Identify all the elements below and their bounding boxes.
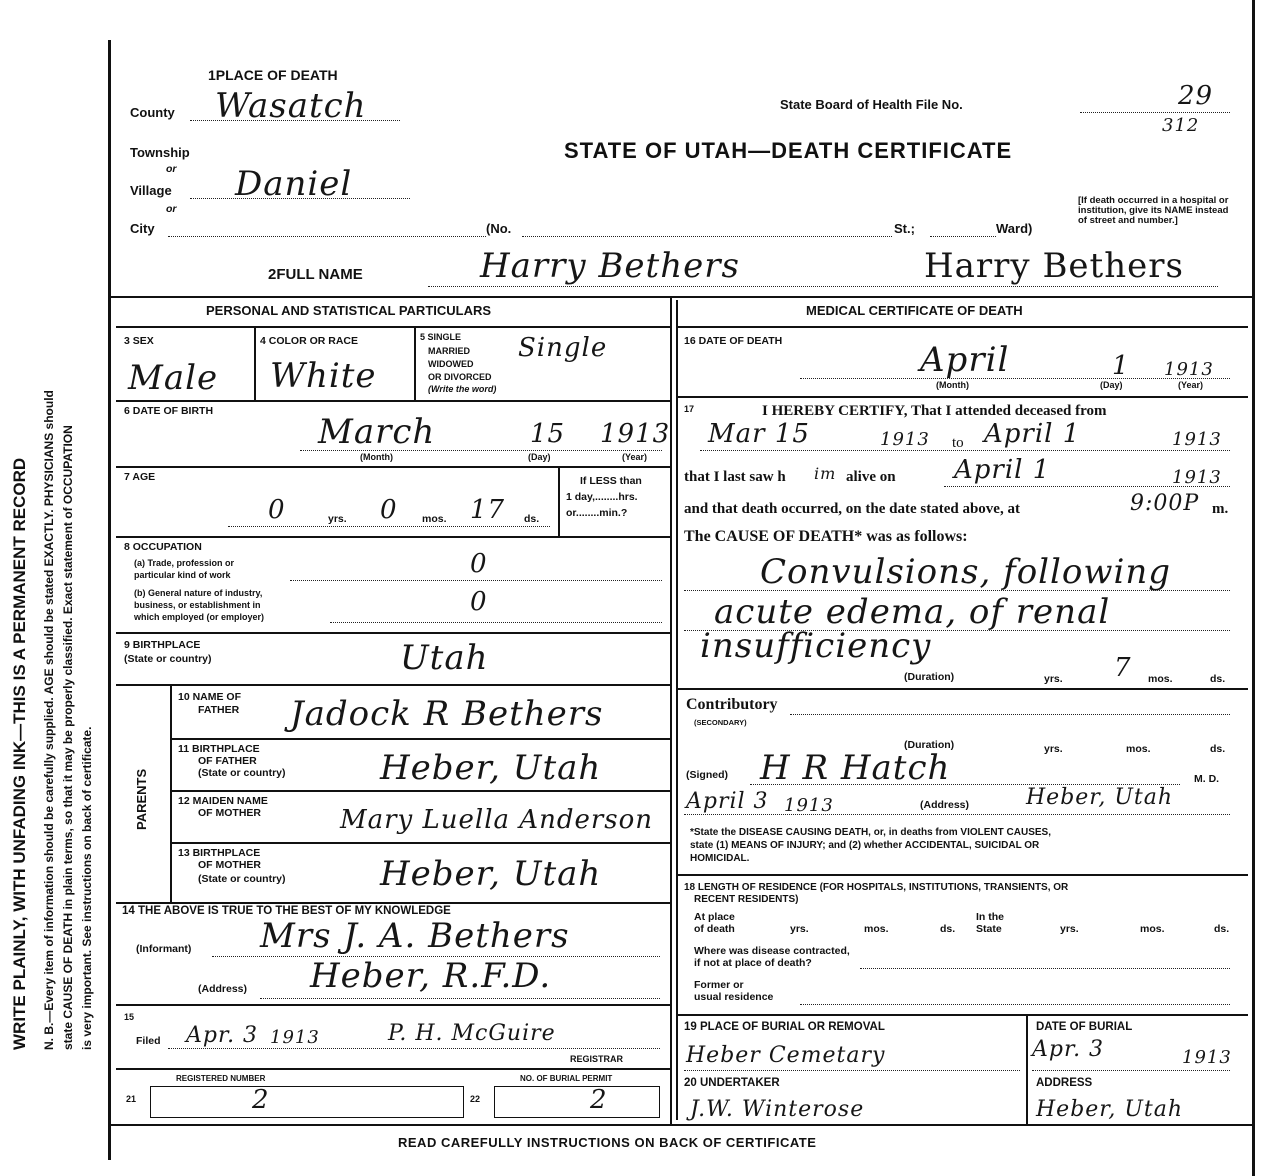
st-label: St.;: [894, 221, 915, 236]
former-2: usual residence: [694, 991, 774, 1003]
filed-year: 1913: [270, 1027, 320, 1048]
ward-label: Ward): [996, 221, 1033, 236]
to-label: to: [952, 435, 964, 451]
mother-value: Mary Luella Anderson: [340, 805, 654, 835]
read-instructions: READ CAREFULLY INSTRUCTIONS ON BACK OF CERTIFICATE: [398, 1135, 817, 1150]
fbp-value: Heber, Utah: [380, 748, 602, 788]
in-state-mos: mos.: [1140, 923, 1165, 935]
dob-label: 6 DATE OF BIRTH: [124, 405, 214, 417]
village-label: Village: [130, 183, 172, 198]
occ-a-2: particular kind of work: [134, 570, 231, 580]
burial-permit-value: 2: [590, 1085, 608, 1115]
color-label: 4 COLOR OR RACE: [260, 335, 359, 347]
medical-heading: MEDICAL CERTIFICATE OF DEATH: [806, 303, 1023, 318]
undertaker-label: 20 UNDERTAKER: [684, 1077, 780, 1089]
contrib-yrs: yrs.: [1044, 743, 1063, 755]
last-saw-text: that I last saw h: [684, 469, 786, 485]
in-state-2: State: [976, 923, 1002, 935]
county-value: Wasatch: [215, 86, 367, 126]
cause-label: The CAUSE OF DEATH* was as follows:: [684, 528, 968, 545]
to-date: April 1: [984, 419, 1081, 449]
mbp-label-1: 13 BIRTHPLACE: [178, 847, 261, 859]
occ-b-3: which employed (or employer): [134, 612, 265, 622]
filed-label: Filed: [136, 1035, 161, 1047]
burial-year: 1913: [1182, 1047, 1232, 1068]
dod-month-label: (Month): [936, 380, 969, 390]
signed-label: (Signed): [686, 769, 728, 781]
full-name-label: 2FULL NAME: [268, 266, 363, 283]
occ-b-value: 0: [470, 587, 488, 617]
left-border: [108, 40, 111, 1160]
place-of-death-label: 1PLACE OF DEATH: [208, 67, 338, 83]
marital-label-4: OR DIVORCED: [428, 372, 492, 382]
former-1: Former or: [694, 979, 744, 991]
age-label: 7 AGE: [124, 471, 156, 483]
last-date: April 1: [954, 455, 1051, 485]
sex-value: Male: [128, 358, 219, 398]
cause-line-1: Convulsions, following: [760, 552, 1172, 592]
at-place-yrs: yrs.: [790, 923, 809, 935]
from-year: 1913: [880, 429, 930, 450]
certificate-title: STATE OF UTAH—DEATH CERTIFICATE: [564, 138, 1013, 163]
cause-line-3: insufficiency: [700, 626, 932, 666]
dod-day: 1: [1112, 351, 1130, 381]
informant-label: (Informant): [136, 943, 192, 955]
undertaker-address-value: Heber, Utah: [1036, 1097, 1184, 1122]
occupation-label: 8 OCCUPATION: [124, 541, 202, 553]
county-label: County: [130, 105, 175, 120]
marital-label-3: WIDOWED: [428, 359, 474, 369]
fbp-label-1: 11 BIRTHPLACE: [178, 743, 260, 755]
dod-year-label: (Year): [1178, 380, 1204, 390]
signed-address-value: Heber, Utah: [1026, 785, 1174, 810]
burial-date-label: DATE OF BURIAL: [1036, 1021, 1133, 1033]
footnote-2: state (1) MEANS OF INJURY; and (2) whether ACCIDENTAL, SUICIDAL OR: [690, 840, 1040, 851]
file-no-label: State Board of Health File No.: [780, 97, 963, 112]
less-than-1: If LESS than: [580, 475, 642, 487]
duration-label: (Duration): [904, 671, 955, 683]
mother-label-2: OF MOTHER: [198, 807, 261, 819]
footnote-3: HOMICIDAL.: [690, 853, 750, 864]
at-place-2: of death: [694, 923, 735, 935]
duration-ds: ds.: [1210, 673, 1226, 685]
footnote-1: *State the DISEASE CAUSING DEATH, or, in deaths from VIOLENT CAUSES,: [690, 827, 1051, 838]
file-no-alt: 312: [1162, 115, 1200, 136]
father-label-2: FATHER: [198, 704, 240, 716]
contributory-label: Contributory: [686, 696, 778, 713]
at-place-mos: mos.: [864, 923, 889, 935]
signed-date: April 3: [686, 789, 769, 814]
village-value: Daniel: [235, 164, 353, 204]
father-label-1: 10 NAME OF: [178, 691, 242, 703]
township-label: Township: [130, 145, 190, 160]
dod-month: April: [920, 340, 1010, 380]
personal-heading: PERSONAL AND STATISTICAL PARTICULARS: [206, 303, 492, 318]
duration-mos: mos.: [1148, 673, 1173, 685]
age-days: 17: [470, 495, 506, 525]
margin-note-1: N. B.—Every item of information should be carefully supplied. AGE should be stated EXACTLY. PHYSICIANS should: [42, 390, 56, 1050]
contrib-ds: ds.: [1210, 743, 1226, 755]
in-state-1: In the: [976, 911, 1004, 923]
certify-text: I HEREBY CERTIFY, That I attended deceased from: [762, 403, 1107, 419]
mbp-value: Heber, Utah: [380, 854, 602, 894]
at-place-ds: ds.: [940, 923, 956, 935]
margin-note-2: state CAUSE OF DEATH in plain terms, so that it may be properly classified. Exact statement of OCCUPATION: [61, 425, 75, 1050]
occ-a-value: 0: [470, 549, 488, 579]
signed-address-label: (Address): [920, 799, 970, 811]
contrib-mos: mos.: [1126, 743, 1151, 755]
informant-address-value: Heber, R.F.D.: [310, 956, 552, 996]
margin-main-note: WRITE PLAINLY, WITH UNFADING INK—THIS IS A PERMANENT RECORD: [10, 457, 29, 1050]
duration-mos-value: 7: [1114, 653, 1132, 683]
where-contracted-2: if not at place of death?: [694, 957, 812, 969]
last-year: 1913: [1172, 467, 1222, 488]
informant-address-label: (Address): [198, 983, 248, 995]
birthplace-value: Utah: [400, 638, 489, 678]
dob-year-label: (Year): [622, 452, 648, 462]
filed-date: Apr. 3: [186, 1023, 259, 1048]
parents-label: PARENTS: [134, 768, 149, 830]
burial-place-value: Heber Cemetary: [686, 1043, 886, 1068]
less-than-2: 1 day,........hrs.: [566, 491, 638, 503]
cause-line-2: acute edema, of renal: [714, 592, 1111, 632]
occ-b-2: business, or establishment in: [134, 600, 261, 610]
file-no-value: 29: [1178, 81, 1214, 111]
burial-permit-label: NO. OF BURIAL PERMIT: [520, 1074, 613, 1083]
age-mos-label: mos.: [422, 513, 447, 525]
burial-idx: 22: [470, 1094, 481, 1104]
contrib-duration-label: (Duration): [904, 739, 955, 751]
age-months: 0: [380, 495, 398, 525]
mother-label-1: 12 MAIDEN NAME: [178, 795, 268, 807]
item-17: 17: [684, 404, 695, 414]
informant-value: Mrs J. A. Bethers: [260, 916, 570, 956]
from-date: Mar 15: [708, 419, 810, 449]
age-years: 0: [268, 495, 286, 525]
fbp-label-3: (State or country): [198, 767, 286, 779]
dod-year: 1913: [1164, 359, 1214, 380]
mbp-label-2: OF MOTHER: [198, 859, 261, 871]
duration-yrs: yrs.: [1044, 673, 1063, 685]
reg-idx: 21: [126, 1094, 137, 1104]
registrar-label: REGISTRAR: [570, 1054, 624, 1064]
registered-number-label: REGISTERED NUMBER: [176, 1074, 266, 1083]
residence-heading-1: 18 LENGTH OF RESIDENCE (FOR HOSPITALS, INSTITUTIONS, TRANSIENTS, OR: [684, 882, 1069, 893]
burial-place-label: 19 PLACE OF BURIAL OR REMOVAL: [684, 1021, 885, 1033]
last-saw-word: im: [814, 464, 837, 483]
death-occurred-text: and that death occurred, on the date stated above, at: [684, 501, 1020, 517]
fbp-label-2: OF FATHER: [198, 755, 257, 767]
full-name-value-2: Harry Bethers: [924, 246, 1184, 286]
age-ds-label: ds.: [524, 513, 540, 525]
or-2: or: [166, 203, 177, 215]
less-than-3: or........min.?: [566, 507, 628, 519]
filed-number: 15: [124, 1012, 135, 1022]
registrar-value: P. H. McGuire: [388, 1021, 556, 1046]
to-year: 1913: [1172, 429, 1222, 450]
dob-year: 1913: [600, 419, 671, 449]
occ-b-1: (b) General nature of industry,: [134, 588, 263, 598]
father-value: Jadock R Bethers: [290, 694, 604, 734]
dob-day: 15: [530, 419, 566, 449]
dob-month: March: [318, 412, 436, 452]
age-yrs-label: yrs.: [328, 513, 347, 525]
informant-heading: 14 THE ABOVE IS TRUE TO THE BEST OF MY KNOWLEDGE: [122, 905, 451, 917]
right-border: [1252, 0, 1255, 1176]
death-time: 9:00P: [1130, 491, 1200, 516]
in-state-ds: ds.: [1214, 923, 1230, 935]
column-divider: [670, 296, 672, 1126]
contributory-sub: (SECONDARY): [694, 718, 747, 727]
where-contracted-1: Where was disease contracted,: [694, 945, 850, 957]
city-label: City: [130, 221, 155, 236]
dob-month-label: (Month): [360, 452, 393, 462]
burial-date-value: Apr. 3: [1032, 1037, 1105, 1062]
full-name-value: Harry Bethers: [480, 246, 740, 286]
hospital-note: [If death occurred in a hospital or institution, give its NAME instead of street and number.]: [1078, 195, 1229, 226]
undertaker-address-label: ADDRESS: [1036, 1077, 1093, 1089]
signed-year: 1913: [784, 795, 834, 816]
dob-day-label: (Day): [528, 452, 551, 462]
in-state-yrs: yrs.: [1060, 923, 1079, 935]
marital-value: Single: [518, 333, 608, 363]
birthplace-sub: (State or country): [124, 653, 212, 665]
last-saw-text-2: alive on: [846, 469, 896, 485]
no-label: (No.: [486, 221, 512, 236]
dod-label: 16 DATE OF DEATH: [684, 335, 783, 347]
sex-label: 3 SEX: [124, 335, 154, 347]
at-place-1: At place: [694, 911, 735, 923]
margin-note-3: is very important. See instructions on back of certificate.: [80, 726, 94, 1050]
m-label: m.: [1212, 501, 1229, 517]
marital-label-5: (Write the word): [428, 384, 497, 394]
mbp-label-3: (State or country): [198, 873, 286, 885]
marital-label-1: 5 SINGLE: [420, 332, 462, 342]
or-1: or: [166, 163, 177, 175]
md-label: M. D.: [1194, 773, 1220, 785]
residence-heading-2: RECENT RESIDENTS): [694, 894, 799, 905]
undertaker-value: J.W. Winterose: [690, 1097, 865, 1122]
dod-day-label: (Day): [1100, 380, 1123, 390]
birthplace-label: 9 BIRTHPLACE: [124, 639, 201, 651]
color-value: White: [270, 356, 377, 396]
signed-value: H R Hatch: [760, 748, 951, 788]
occ-a-1: (a) Trade, profession or: [134, 558, 235, 568]
marital-label-2: MARRIED: [428, 346, 470, 356]
registered-number-value: 2: [252, 1085, 270, 1115]
